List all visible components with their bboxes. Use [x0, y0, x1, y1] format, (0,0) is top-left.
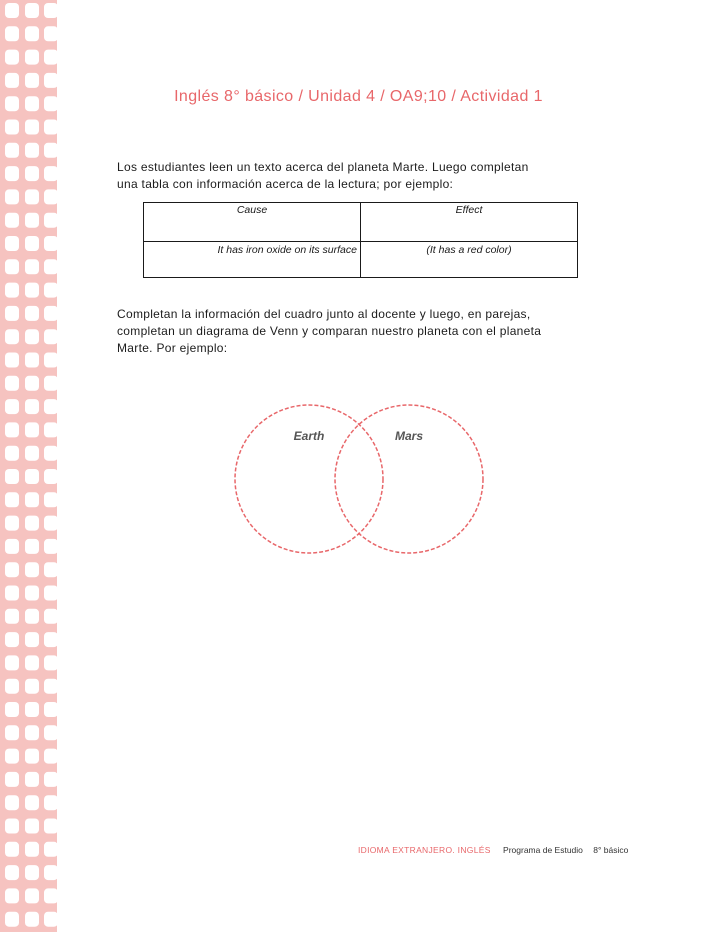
paragraph-line: Marte. Por ejemplo:: [117, 341, 228, 355]
strip-tile: [5, 73, 19, 88]
strip-tile: [25, 725, 39, 740]
strip-tile: [44, 259, 57, 274]
strip-tile: [44, 143, 57, 158]
strip-tile: [5, 795, 19, 810]
strip-tile: [25, 772, 39, 787]
strip-tile: [44, 96, 57, 111]
strip-tile: [25, 120, 39, 135]
strip-tile: [25, 655, 39, 670]
venn-diagram: [225, 396, 495, 561]
strip-tile: [5, 3, 19, 18]
strip-tile: [25, 96, 39, 111]
paragraph-line: Los estudiantes leen un texto acerca del planeta Marte. Luego completan: [117, 160, 529, 174]
venn-label-mars: Mars: [394, 429, 424, 443]
strip-tile: [25, 539, 39, 554]
instructions-paragraph-2: [117, 306, 597, 357]
strip-tile: [5, 679, 19, 694]
paragraph-line: Completan la información del cuadro junto al docente y luego, en parejas,: [117, 307, 531, 321]
strip-tile: [44, 679, 57, 694]
strip-tile: [44, 73, 57, 88]
cell-cause: It has iron oxide on its surface: [144, 242, 361, 278]
strip-tile: [44, 819, 57, 834]
strip-tile: [5, 562, 19, 577]
strip-tile: [25, 376, 39, 391]
strip-tile: [5, 166, 19, 181]
strip-tile: [44, 26, 57, 41]
strip-tile: [25, 329, 39, 344]
strip-tile: [44, 632, 57, 647]
strip-tile: [25, 609, 39, 624]
strip-tile: [25, 912, 39, 927]
strip-tile: [5, 236, 19, 251]
strip-tile: [5, 213, 19, 228]
strip-tile: [5, 655, 19, 670]
page-title: Inglés 8° básico / Unidad 4 / OA9;10 / Actividad 1: [174, 88, 543, 105]
strip-tile: [5, 888, 19, 903]
strip-tile: [5, 749, 19, 764]
strip-tile: [5, 50, 19, 65]
strip-tile: [5, 143, 19, 158]
footer-grade: 8° básico: [593, 845, 629, 855]
strip-tile: [25, 166, 39, 181]
strip-tile: [44, 376, 57, 391]
strip-tile: [5, 492, 19, 507]
strip-tile: [5, 376, 19, 391]
strip-tile: [25, 259, 39, 274]
strip-tile: [44, 353, 57, 368]
strip-tile: [44, 609, 57, 624]
strip-tile: [25, 469, 39, 484]
strip-tile: [5, 399, 19, 414]
strip-tile: [5, 702, 19, 717]
strip-tile: [25, 50, 39, 65]
strip-tile: [5, 632, 19, 647]
strip-tile: [5, 329, 19, 344]
strip-tile: [25, 516, 39, 531]
strip-tile: [25, 819, 39, 834]
strip-tile: [5, 819, 19, 834]
strip-tile: [44, 749, 57, 764]
strip-tile: [5, 725, 19, 740]
strip-tile: [5, 353, 19, 368]
strip-tile: [5, 446, 19, 461]
strip-tile: [25, 702, 39, 717]
strip-tile: [44, 492, 57, 507]
decorative-side-strip: [0, 0, 57, 932]
strip-pattern: [0, 0, 57, 932]
strip-tile: [25, 399, 39, 414]
strip-tile: [44, 795, 57, 810]
strip-tile: [44, 702, 57, 717]
strip-tile: [25, 492, 39, 507]
strip-tile: [44, 120, 57, 135]
cause-effect-table: [143, 202, 578, 278]
strip-tile: [44, 283, 57, 298]
strip-tile: [44, 446, 57, 461]
footer-subject: IDIOMA EXTRANJERO. INGLÉS: [358, 845, 491, 855]
strip-tile: [25, 632, 39, 647]
strip-tile: [5, 609, 19, 624]
strip-tile: [44, 213, 57, 228]
strip-tile: [5, 26, 19, 41]
paragraph-line: una tabla con información acerca de la lectura; por ejemplo:: [117, 177, 454, 191]
strip-tile: [44, 166, 57, 181]
strip-tile: [25, 888, 39, 903]
table-header-row: [144, 203, 578, 242]
strip-tile: [25, 865, 39, 880]
strip-tile: [5, 422, 19, 437]
strip-tile: [25, 795, 39, 810]
strip-tile: [25, 422, 39, 437]
strip-tile: [44, 725, 57, 740]
footer-program: Programa de Estudio: [503, 845, 583, 855]
strip-tile: [25, 306, 39, 321]
strip-tile: [44, 306, 57, 321]
strip-tile: [44, 865, 57, 880]
header-effect: Effect: [361, 203, 578, 242]
strip-tile: [25, 73, 39, 88]
strip-tile: [44, 3, 57, 18]
strip-tile: [44, 236, 57, 251]
strip-tile: [25, 143, 39, 158]
venn-circle-earth: [235, 405, 383, 553]
strip-tile: [44, 329, 57, 344]
strip-tile: [44, 655, 57, 670]
strip-tile: [25, 586, 39, 601]
strip-tile: [5, 842, 19, 857]
strip-tile: [25, 446, 39, 461]
strip-tile: [25, 842, 39, 857]
strip-tile: [25, 679, 39, 694]
strip-tile: [44, 469, 57, 484]
strip-tile: [5, 865, 19, 880]
header-cause: Cause: [144, 203, 361, 242]
strip-tile: [25, 353, 39, 368]
strip-tile: [44, 516, 57, 531]
strip-tile: [44, 189, 57, 204]
strip-tile: [44, 50, 57, 65]
strip-tile: [25, 562, 39, 577]
strip-tile: [44, 422, 57, 437]
strip-tile: [25, 283, 39, 298]
strip-tile: [5, 96, 19, 111]
strip-tile: [25, 236, 39, 251]
page-footer: [358, 845, 628, 855]
venn-label-earth: Earth: [293, 429, 325, 443]
strip-tile: [44, 586, 57, 601]
venn-circle-mars: [335, 405, 483, 553]
strip-tile: [5, 189, 19, 204]
strip-tile: [25, 189, 39, 204]
strip-tile: [25, 3, 39, 18]
strip-tile: [5, 912, 19, 927]
strip-tile: [25, 749, 39, 764]
strip-tile: [44, 772, 57, 787]
strip-tile: [44, 842, 57, 857]
strip-tile: [44, 888, 57, 903]
strip-tile: [44, 912, 57, 927]
strip-tile: [25, 26, 39, 41]
strip-tile: [25, 213, 39, 228]
strip-tile: [5, 586, 19, 601]
instructions-paragraph-1: [117, 159, 587, 193]
strip-tile: [5, 283, 19, 298]
strip-tile: [44, 539, 57, 554]
paragraph-line: completan un diagrama de Venn y comparan nuestro planeta con el planeta: [117, 324, 542, 338]
strip-tile: [5, 516, 19, 531]
strip-tile: [5, 306, 19, 321]
strip-tile: [44, 562, 57, 577]
strip-tile: [5, 772, 19, 787]
strip-tile: [5, 120, 19, 135]
strip-tile: [5, 539, 19, 554]
strip-tile: [5, 259, 19, 274]
cell-effect: (It has a red color): [361, 242, 578, 278]
table-row: [144, 242, 578, 278]
strip-tile: [44, 399, 57, 414]
strip-tile: [5, 469, 19, 484]
